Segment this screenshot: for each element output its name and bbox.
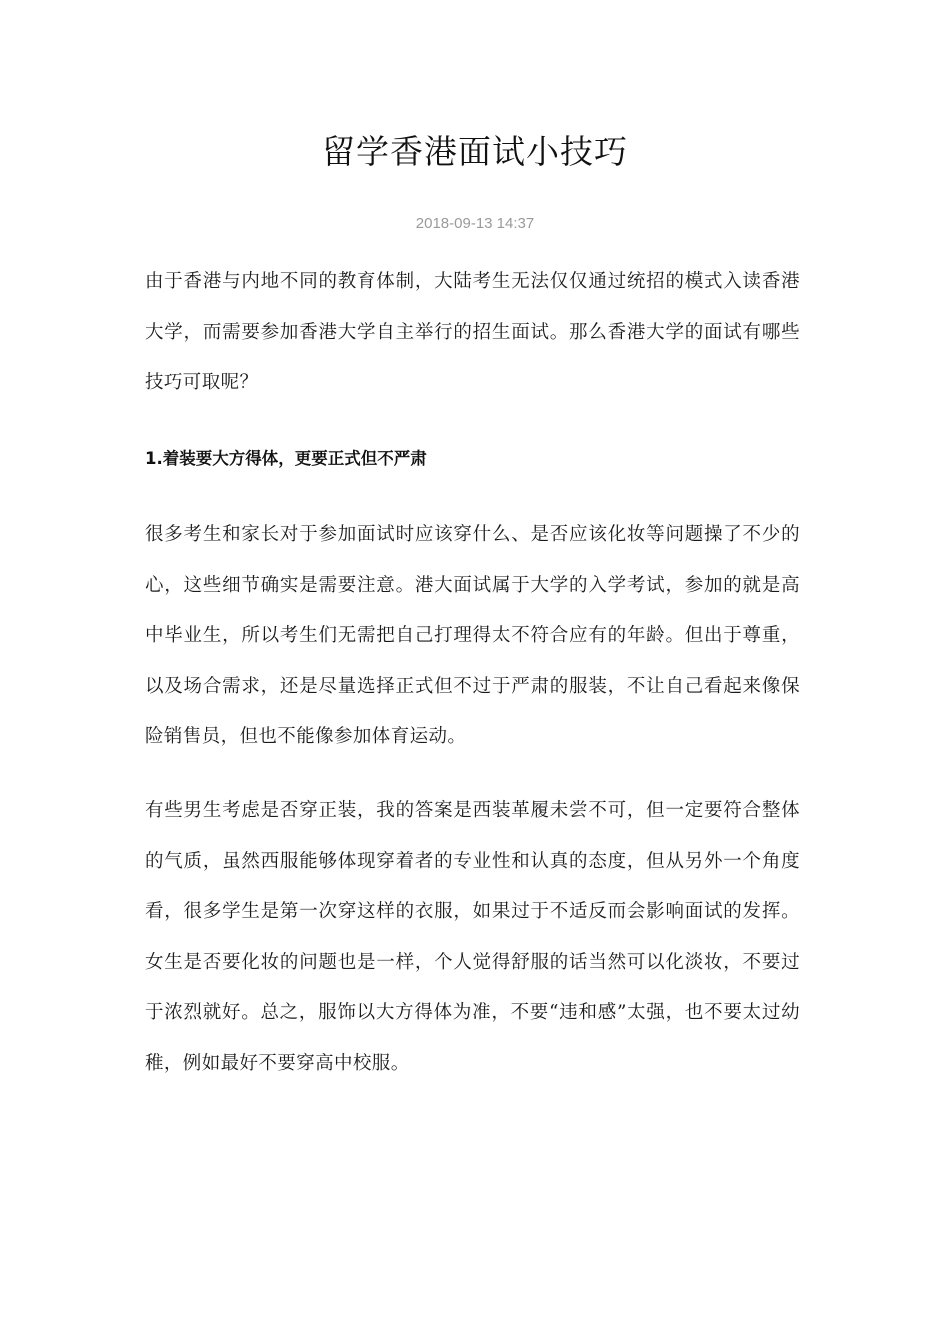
intro-paragraph: 由于香港与内地不同的教育体制，大陆考生无法仅仅通过统招的模式入读香港大学，而需要参加香港大学自主举行的招生面试。那么香港大学的面试有哪些技巧可取呢？ (145, 271, 800, 393)
body-paragraph-dress-makeup: 有些男生考虑是否穿正装，我的答案是西装革履未尝不可，但一定要符合整体的气质，虽然西服能够体现穿着者的专业性和认真的态度，但从另外一个角度看，很多学生是第一次穿这样的衣服，如果过于不适反而会影响面试的发挥。女生是否要化妆的问题也是一样，个人觉得舒服的话当然可以化淡妆，不要过于浓烈就好。总之，服饰以大方得体为准，不要“违和感”太强，也不要太过幼稚，例如最好不要穿高中校服。 (145, 800, 800, 1074)
body-paragraph-attire: 很多考生和家长对于参加面试时应该穿什么、是否应该化妆等问题操了不少的心，这些细节确实是需要注意。港大面试属于大学的入学考试，参加的就是高中毕业生，所以考生们无需把自己打理得太不符合应有的年龄。但出于尊重，以及场合需求，还是尽量选择正式但不过于严肃的服装，不让自己看起来像保险销售员，但也不能像参加体育运动。 (145, 524, 800, 747)
section-heading: 1.着装要大方得体，更要正式但不严肃 (145, 449, 427, 468)
publish-date: 2018-09-13 14:37 (415, 215, 535, 232)
article-title: 留学香港面试小技巧 (322, 132, 628, 171)
